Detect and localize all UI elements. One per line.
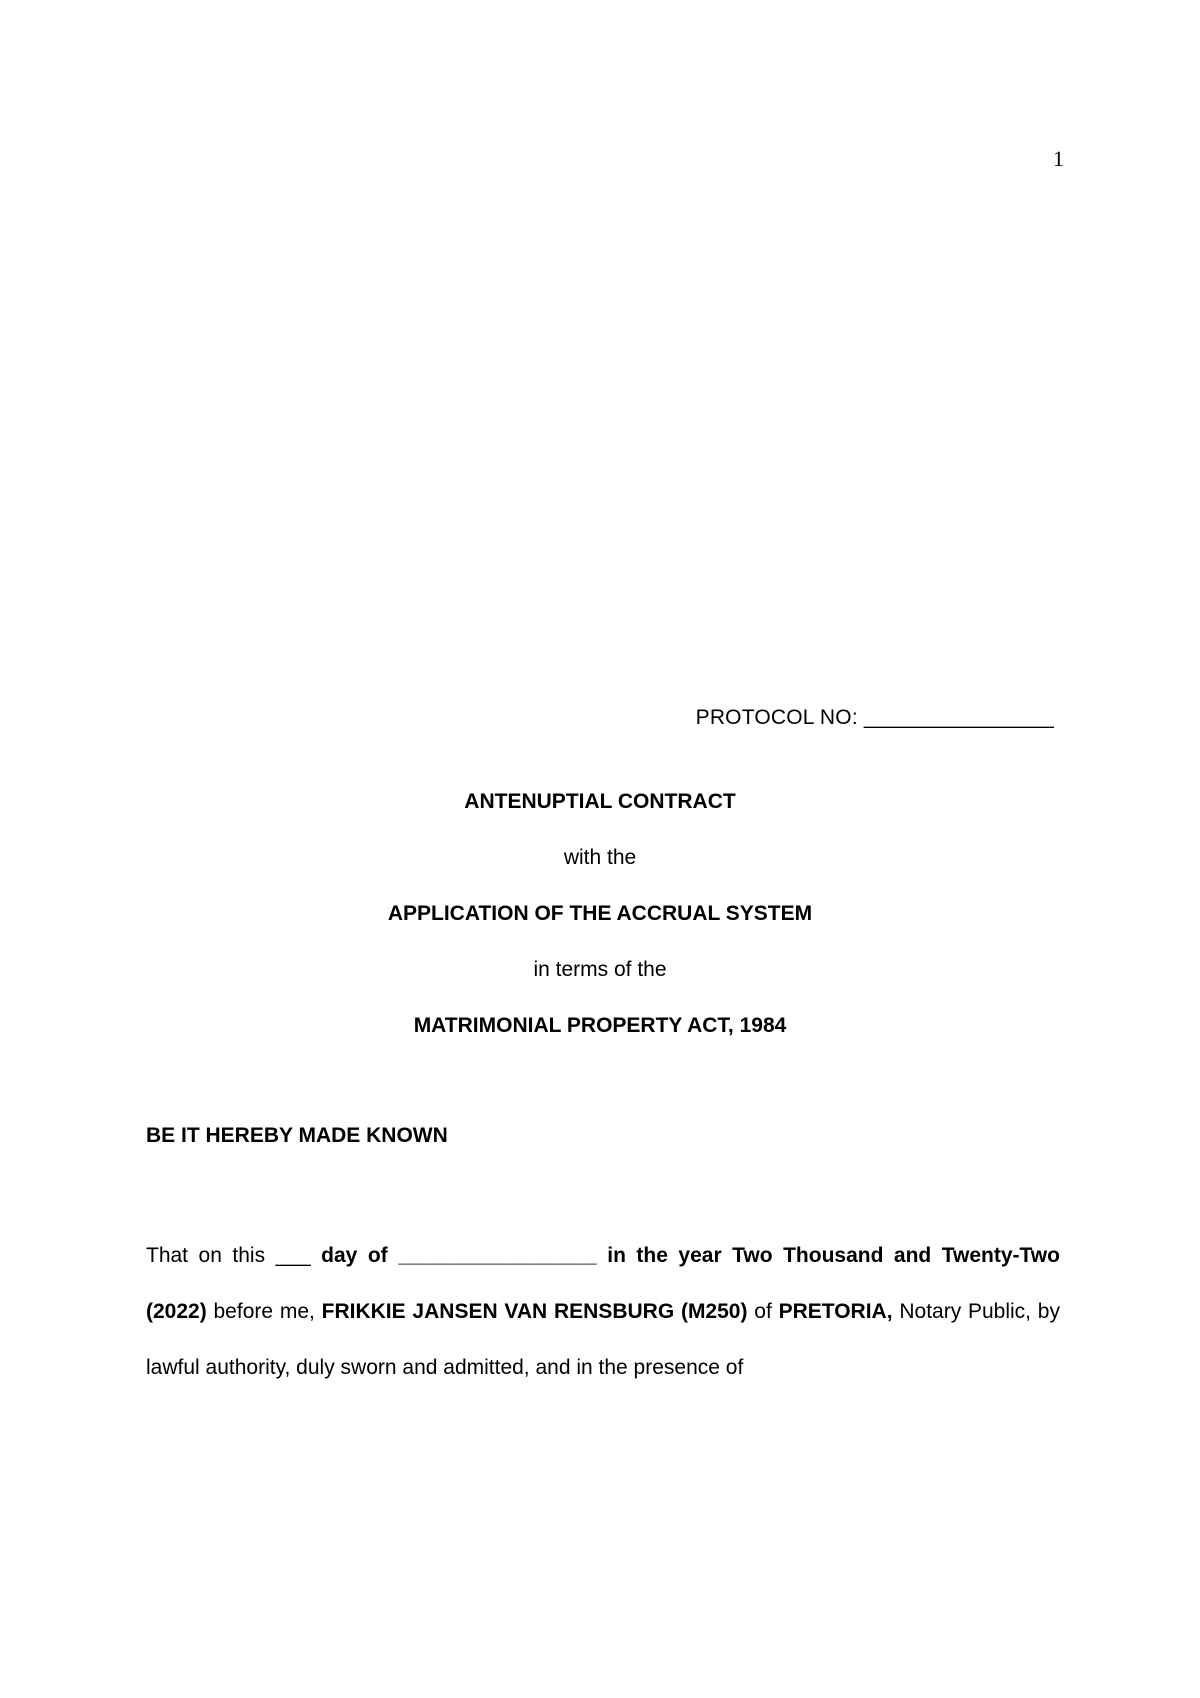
month-blank: _________________ (398, 1244, 597, 1267)
protocol-line (696, 706, 1054, 730)
page-number: 1 (1053, 146, 1064, 171)
made-known-heading: BE IT HEREBY MADE KNOWN (146, 1124, 448, 1147)
para-text-4: Notary Public, by lawful authority, duly sworn and admitted, and in the presence of (146, 1300, 1060, 1379)
protocol-blank: ________________ (863, 706, 1054, 729)
with-the-line: with the (563, 846, 637, 869)
para-bold-1: day of (321, 1244, 388, 1267)
accrual-system-line: APPLICATION OF THE ACCRUAL SYSTEM (387, 902, 813, 925)
opening-paragraph (146, 1228, 1060, 1396)
para-text-2: before me, (213, 1300, 315, 1323)
day-blank: ___ (275, 1244, 311, 1267)
para-text-1: That on this (146, 1244, 266, 1267)
in-terms-line: in terms of the (533, 958, 667, 981)
protocol-label: PROTOCOL NO: (695, 706, 858, 729)
para-bold-2: in the year Two Thousand and Twenty-Two (2022) (146, 1244, 1060, 1323)
notary-city: PRETORIA, (778, 1300, 893, 1323)
contract-title: ANTENUPTIAL CONTRACT (464, 790, 736, 813)
notary-name: FRIKKIE JANSEN VAN RENSBURG (M250) (321, 1300, 748, 1323)
act-line: MATRIMONIAL PROPERTY ACT, 1984 (413, 1014, 787, 1037)
para-text-3: of (754, 1300, 772, 1323)
